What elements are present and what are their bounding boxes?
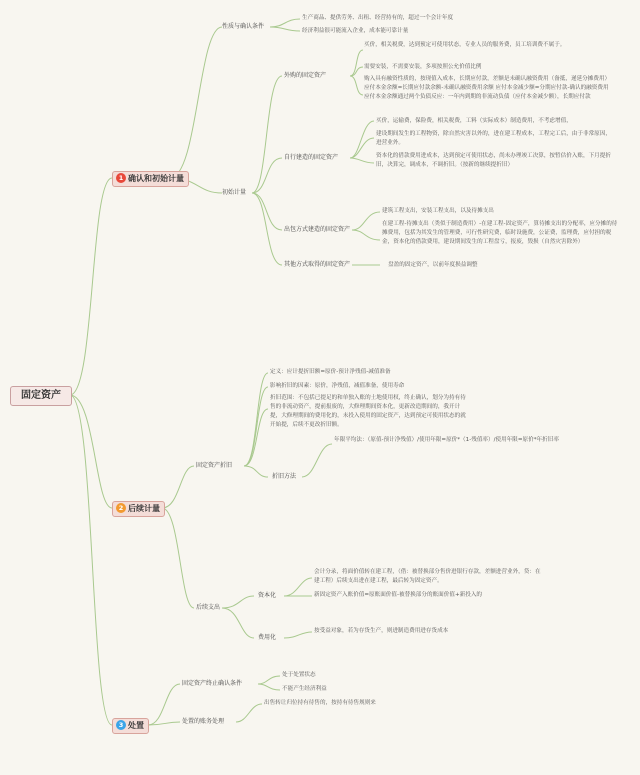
stop-label[interactable]: 固定资产终止确认条件 (182, 680, 243, 687)
method-label[interactable]: 折旧方法 (272, 473, 297, 480)
number-badge: 2 (116, 503, 126, 513)
section-1-node[interactable] (112, 171, 189, 187)
confirm-label[interactable]: 性质与确认条件 (222, 23, 265, 30)
other-label[interactable]: 其他方式取得的固定资产 (284, 261, 351, 268)
capitalize-item: 会计分录，将面价值转在建工程，（借：被替换部分售价进银行存款，差额进营业外，贷：在建工程）后续支出进在建工程，最后转为固定资产。 (314, 569, 541, 584)
method-formula: 年限平均法：（原值-预计净残值）/使用年限=原价*（1-残值率）/使用年限=原价*年折旧率 (334, 437, 559, 443)
outsourced-label[interactable]: 外购的固定资产 (284, 72, 327, 79)
selfbuilt-item: 资本化的借款费用进成本，达到预定可使用状态，尚未办理竣工决算，按暂估价入账，下月提折旧，决算完，调成本，不调折旧。（按新的继续提折旧） (376, 153, 611, 168)
treat-item: 出售转让归位持有待售的，按持有待售规则来 (264, 700, 376, 706)
confirm-item: 经济利益很可能流入企业，成本能可靠计量 (302, 28, 409, 34)
contracted-label[interactable]: 出包方式建造的固定资产 (284, 226, 351, 233)
capitalize-item: 新固定资产入账价值=原账面价值-被替换部分的账面价值+新投入的 (314, 592, 483, 598)
contracted-item: 在建工程-待摊支出（类似于制造费用）-在建工程-固定资产，算待摊支出的分配率，应分摊的待摊费用，包括为其发生的管理费，可行性研究费，临时设施费，公证费，监理费，应付担的税金，资本化的借款费用，建设期间发生的工程盘亏，报废，毁损（自然灾害除外） (382, 221, 618, 245)
depreciation-item: 影响折旧的因素：原价，净残值，减值准备，使用寿命 (270, 383, 405, 389)
depreciation-item: 折旧范围：不包括已提足的和单独入账的土地使用权，终止确认，划分为持有待售的非流动资产，提前报废的，大修理期间资本化，更新改造期间的，我开计提，大修理期间的费用化的，未投入使用的固定资产，达到预定可使用状态的就开始提，后续不更改折旧额。 (270, 395, 466, 428)
depreciation-label[interactable]: 固定资产折旧 (196, 462, 233, 469)
initial-label[interactable]: 初始计量 (222, 189, 247, 196)
section-title: 处置 (128, 721, 144, 730)
selfbuilt-item: 买价，运输费，保险费，相关税费，工料（实际成本）制造费用，不考虑增值， (376, 118, 572, 124)
confirm-item: 生产商品、提供劳务、出租、经营持有的，超过一个会计年度 (302, 15, 454, 21)
stop-item: 处于处置状态 (282, 672, 316, 678)
section-title: 确认和初始计量 (128, 174, 184, 183)
treat-label[interactable]: 处置的账务处理 (182, 718, 225, 725)
selfbuilt-item: 建设期间发生的工程物资，除自然灾害以外的，进在建工程成本，工程完工后，由于非常原因，进营业外。 (376, 131, 611, 146)
subsequent-label[interactable]: 后续支出 (196, 604, 221, 611)
outsourced-item: 需要安装，不需要安装，多项按照公允价值比例 (364, 64, 482, 70)
other-item: 盘盈的固定资产，以前年度损益调整 (388, 262, 478, 268)
stop-item: 不能产生经济利益 (282, 686, 327, 692)
capitalize-label[interactable]: 资本化 (258, 592, 277, 599)
depreciation-item: 定义：应计提折旧额=原价-预计净残值-减值准备 (270, 369, 391, 375)
selfbuilt-label[interactable]: 自行建造的固定资产 (284, 154, 339, 161)
section-2-node[interactable] (112, 501, 165, 517)
expense-item: 按受益对象，若为存货生产，则进制造费用进存货成本 (314, 628, 449, 634)
section-3-node[interactable] (112, 718, 149, 734)
number-badge: 3 (116, 720, 126, 730)
expense-label[interactable]: 费用化 (258, 634, 277, 641)
root-node[interactable]: 固定资产 (10, 386, 72, 406)
number-badge: 1 (116, 173, 126, 183)
outsourced-item: 买价，相关税费，达到预定可使用状态，专业人员的服务费，员工培训费不属于。 (364, 42, 566, 48)
contracted-item: 建筑工程支出，安装工程支出，以及待摊支出 (382, 208, 494, 214)
section-title: 后续计量 (128, 504, 160, 513)
outsourced-item: 购入具有融资性质的，按现值入成本，长期应付款，差额是未确认融资费用（备抵，递延分摊费用）应付本金余额=长期应付款余额-未确认融资费用余额 应付本金减少额=分期应付款-确认的融资费用 应付本金余额通过两个负债反应：一年内到期的非流动负债（应付本金减少额），长期应付款 (364, 76, 611, 100)
